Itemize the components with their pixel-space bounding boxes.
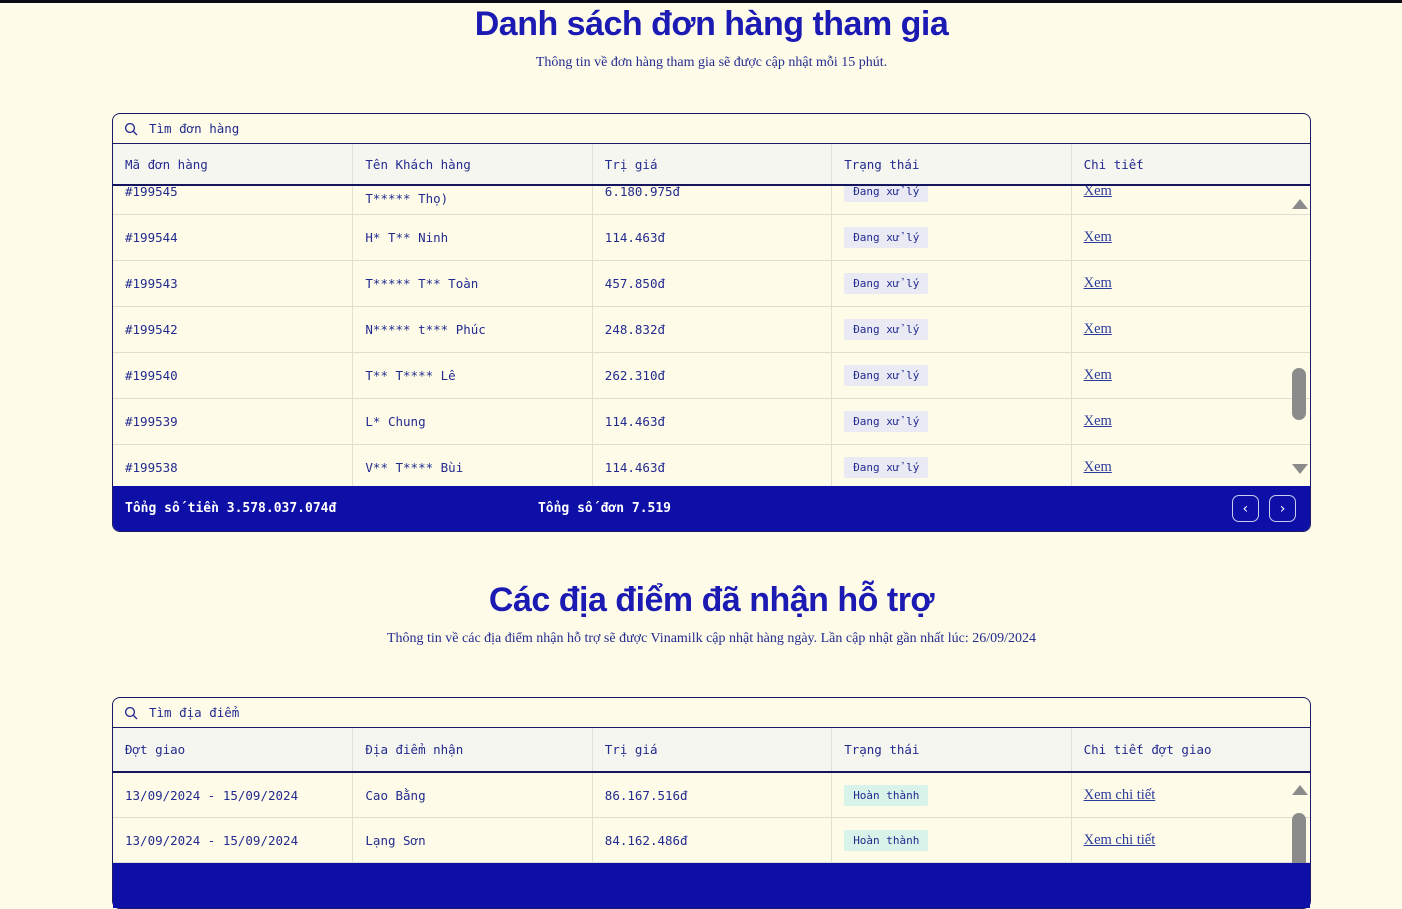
order-id: #199538: [125, 460, 178, 475]
column-header: Chi tiết: [1071, 144, 1310, 184]
order-value: 6.180.975đ: [592, 186, 831, 214]
view-link[interactable]: Xem: [1083, 229, 1112, 245]
status-badge: Hoàn thành: [844, 785, 928, 806]
order-value: 262.310đ: [592, 353, 831, 398]
scroll-up-icon[interactable]: [1292, 199, 1308, 209]
customer-name: H* T** Ninh: [352, 215, 591, 260]
status-cell: [831, 353, 1070, 398]
table-row: [113, 186, 1310, 215]
view-link[interactable]: Xem: [1083, 367, 1112, 383]
scrollbar-thumb[interactable]: [1292, 813, 1306, 863]
scroll-up-icon[interactable]: [1292, 785, 1308, 795]
orders-table-body: [113, 186, 1310, 486]
view-detail-link[interactable]: Xem chi tiết: [1083, 831, 1156, 848]
order-id: #199540: [125, 368, 178, 383]
column-header: Trạng thái: [831, 144, 1070, 184]
customer-name: T** T**** Lê: [352, 353, 591, 398]
location-value: 86.167.516đ: [592, 773, 831, 817]
customer-name: L* Chung: [352, 399, 591, 444]
column-header: Trạng thái: [831, 728, 1070, 771]
locations-section-subtitle: Thông tin về các địa điểm nhận hỗ trợ sẽ được Vinamilk cập nhật hàng ngày. Lần cập nhật gần nhất lúc: 26/09/2024: [386, 631, 1037, 646]
locations-rows: [113, 773, 1310, 863]
table-row: [113, 773, 1310, 818]
table-row: [113, 215, 1310, 261]
order-value: 457.850đ: [592, 261, 831, 306]
order-value: 114.463đ: [592, 215, 831, 260]
table-row: [113, 307, 1310, 353]
orders-search-input[interactable]: [147, 120, 1299, 137]
delivery-period: 13/09/2024 - 15/09/2024: [125, 832, 299, 848]
detail-cell: [1071, 818, 1310, 862]
status-cell: [831, 215, 1070, 260]
view-link[interactable]: Xem: [1083, 459, 1112, 475]
table-row: [113, 399, 1310, 445]
status-badge: Đang xử lý: [844, 227, 928, 248]
order-id: #199543: [125, 276, 178, 291]
detail-cell: [1071, 445, 1310, 486]
total-amount-label: Tổng số tiền 3.578.037.074đ: [125, 501, 337, 516]
locations-search-input[interactable]: [147, 704, 1299, 721]
location-name: Cao Bằng: [352, 773, 591, 817]
locations-table-card: [112, 697, 1311, 909]
detail-cell: [1071, 261, 1310, 306]
column-header: Mã đơn hàng: [125, 156, 208, 172]
column-header: Trị giá: [592, 728, 831, 771]
locations-section-title: Các địa điểm đã nhận hỗ trợ: [488, 581, 935, 619]
detail-cell: [1071, 215, 1310, 260]
detail-cell: [1071, 773, 1310, 817]
order-value: 248.832đ: [592, 307, 831, 352]
view-link[interactable]: Xem: [1083, 186, 1112, 199]
orders-table-header: [113, 144, 1310, 186]
view-link[interactable]: Xem: [1083, 275, 1112, 291]
order-id: #199545: [125, 186, 178, 199]
orders-table-card: [112, 113, 1311, 532]
status-badge: Đang xử lý: [844, 319, 928, 340]
status-cell: [831, 818, 1070, 862]
detail-cell: [1071, 307, 1310, 352]
locations-table-body: [113, 773, 1310, 863]
status-badge: Đang xử lý: [844, 186, 928, 202]
search-icon: [124, 122, 138, 136]
table-row: [113, 445, 1310, 486]
table-row: [113, 818, 1310, 863]
orders-table-footer: [113, 486, 1310, 531]
customer-name: T***** T** Toàn: [352, 261, 591, 306]
locations-search-bar: [113, 698, 1310, 728]
column-header: Chi tiết đợt giao: [1071, 728, 1310, 771]
status-badge: Đang xử lý: [844, 457, 928, 478]
chevron-left-icon: ‹: [1241, 500, 1250, 517]
customer-name: T***** Thọ): [352, 186, 591, 214]
status-cell: [831, 307, 1070, 352]
total-orders-label: Tổng số đơn 7.519: [537, 501, 672, 516]
prev-page-button[interactable]: [1232, 495, 1259, 522]
view-detail-link[interactable]: Xem chi tiết: [1083, 786, 1156, 803]
status-cell: [831, 399, 1070, 444]
customer-name: N***** t*** Phúc: [352, 307, 591, 352]
column-header: Tên Khách hàng: [352, 144, 591, 184]
status-badge: Đang xử lý: [844, 273, 928, 294]
detail-cell: [1071, 399, 1310, 444]
location-name: Lạng Sơn: [352, 818, 591, 862]
order-value: 114.463đ: [592, 399, 831, 444]
scrollbar-thumb[interactable]: [1292, 368, 1306, 420]
orders-scrollbar[interactable]: [1290, 186, 1308, 486]
order-id: #199544: [125, 230, 178, 245]
search-icon: [124, 706, 138, 720]
locations-table-header: [113, 728, 1310, 773]
orders-section-title: Danh sách đơn hàng tham gia: [474, 5, 949, 43]
status-cell: [831, 186, 1070, 214]
locations-scrollbar[interactable]: [1290, 773, 1308, 863]
order-id: #199539: [125, 414, 178, 429]
status-cell: [831, 773, 1070, 817]
page-content: [112, 3, 1311, 909]
detail-cell: [1071, 353, 1310, 398]
column-header: Đợt giao: [125, 742, 186, 757]
orders-section-subtitle: Thông tin về đơn hàng tham gia sẽ được cập nhật mỗi 15 phút.: [535, 55, 888, 70]
location-value: 84.162.486đ: [592, 818, 831, 862]
order-value: 114.463đ: [592, 445, 831, 486]
orders-rows: [113, 186, 1310, 486]
customer-name: V** T**** Bùi: [352, 445, 591, 486]
table-row: [113, 353, 1310, 399]
status-cell: [831, 261, 1070, 306]
pagination: [1232, 495, 1310, 522]
delivery-period: 13/09/2024 - 15/09/2024: [125, 787, 299, 803]
detail-cell: [1071, 186, 1310, 214]
column-header: Trị giá: [592, 144, 831, 184]
next-page-button[interactable]: [1269, 495, 1296, 522]
status-badge: Đang xử lý: [844, 365, 928, 386]
scroll-down-icon[interactable]: [1292, 464, 1308, 474]
status-cell: [831, 445, 1070, 486]
view-link[interactable]: Xem: [1083, 413, 1112, 429]
status-badge: Hoàn thành: [844, 830, 928, 851]
column-header: Địa điểm nhận: [352, 728, 591, 771]
status-badge: Đang xử lý: [844, 411, 928, 432]
table-row: [113, 261, 1310, 307]
view-link[interactable]: Xem: [1083, 321, 1112, 337]
orders-search-bar: [113, 114, 1310, 144]
order-id: #199542: [125, 322, 178, 337]
chevron-right-icon: ›: [1278, 500, 1287, 517]
